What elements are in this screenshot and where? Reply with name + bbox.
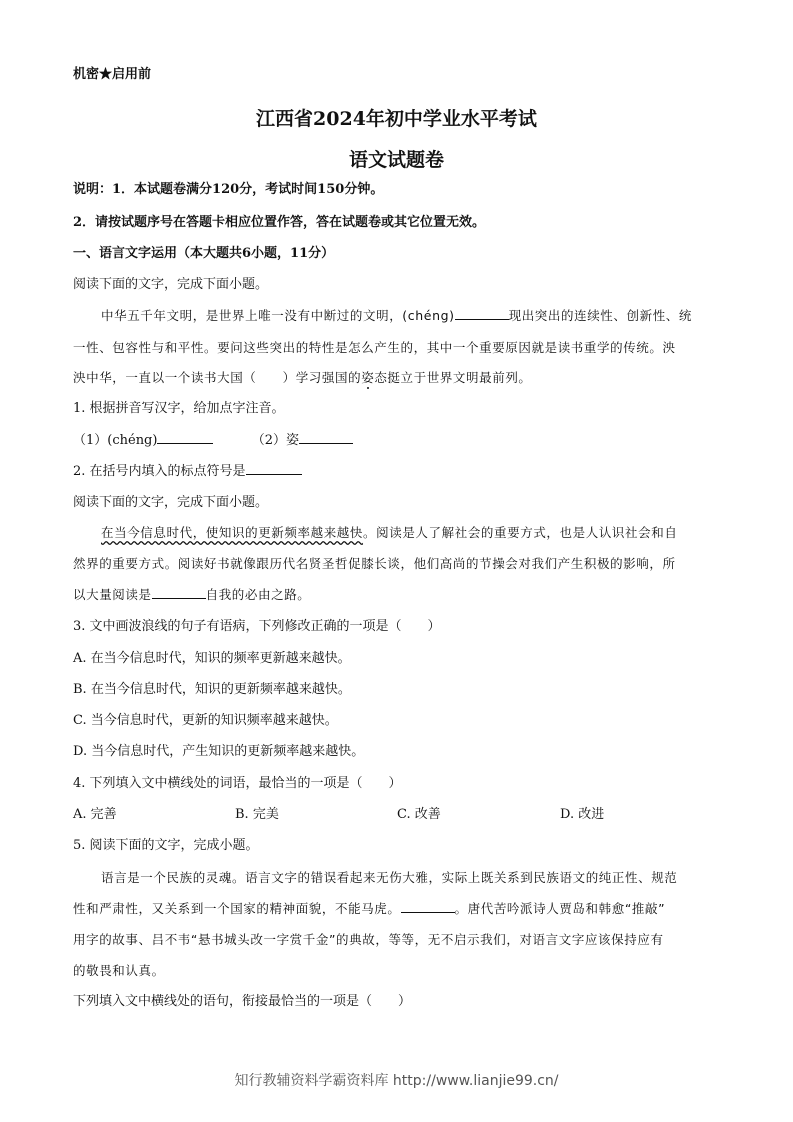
question-1: 1. 根据拼音写汉字，给加点字注音。 — [73, 401, 285, 416]
note-2: 2．请按试题序号在答题卡相应位置作答，答在试题卷或其它位置无效。 — [73, 215, 486, 230]
passage-2-line-1 — [101, 524, 677, 542]
reading-intro-1: 阅读下面的文字，完成下面小题。 — [73, 277, 269, 292]
q2-text: 2. 在括号内填入的标点符号是 — [73, 464, 246, 479]
q1-part-2-blank[interactable] — [299, 431, 353, 444]
passage-3-line-4: 的敬畏和认真。 — [73, 963, 165, 978]
passage-text: 中华五千年文明，是世界上唯一没有中断过的文明，(chéng) — [101, 308, 455, 323]
answer-blank — [152, 586, 206, 599]
note-1: 说明：1．本试题卷满分120分，考试时间150分钟。 — [73, 182, 384, 197]
q2-blank[interactable] — [246, 462, 302, 475]
question-5: 5. 阅读下面的文字，完成小题。 — [73, 838, 259, 853]
q3-option-b[interactable]: B. 在当今信息时代，知识的更新频率越来越快。 — [73, 682, 351, 697]
question-3: 3. 文中画波浪线的句子有语病，下列修改正确的一项是（ ） — [73, 619, 441, 634]
passage-1-line-3 — [73, 369, 532, 387]
passage-text: 以大量阅读是 — [73, 587, 152, 602]
q4-option-c[interactable]: C. 改善 — [397, 807, 441, 822]
question-4: 4. 下列填入文中横线处的词语，最恰当的一项是（ ） — [73, 776, 402, 791]
q3-option-a[interactable]: A. 在当今信息时代，知识的频率更新越来越快。 — [73, 651, 351, 666]
wavy-underlined-sentence: 在当今信息时代，使知识的更新频率越来越快 — [101, 525, 364, 540]
passage-text: 。阅读是人了解社会的重要方式，也是人认识社会和自 — [363, 525, 678, 540]
passage-text: 自我的必由之路。 — [205, 587, 311, 602]
passage-text: 。唐代苦吟派诗人贾岛和韩愈“推敲” — [454, 901, 666, 916]
secret-label: 机密★启用前 — [73, 67, 152, 82]
q3-option-c[interactable]: C. 当今信息时代，更新的知识频率越来越快。 — [73, 713, 338, 728]
q1-part-2-label: （2）姿 — [251, 433, 300, 448]
passage-3-line-2 — [73, 900, 665, 918]
answer-blank — [455, 307, 509, 320]
passage-3-line-1: 语言是一个民族的灵魂。语言文字的错误看起来无伤大雅，实际上既关系到民族语文的纯正性、规范 — [101, 870, 678, 885]
passage-text: 现出突出的连续性、创新性、统 — [508, 308, 693, 323]
passage-3-line-3: 用字的故事、吕不韦“悬书城头改一字赏千金”的典故，等等，无不启示我们，对语言文字应该保持应有 — [73, 932, 664, 947]
reading-intro-2: 阅读下面的文字，完成下面小题。 — [73, 495, 269, 510]
q1-part-1-label: （1）(chéng) — [73, 433, 158, 448]
passage-text: 态挺立于世界文明最前列。 — [374, 370, 532, 385]
answer-blank — [401, 900, 455, 913]
q4-option-b[interactable]: B. 完美 — [235, 807, 279, 822]
exam-title: 江西省2024年初中学业水平考试 — [256, 108, 537, 130]
q4-option-d[interactable]: D. 改进 — [560, 807, 605, 822]
exam-subtitle: 语文试题卷 — [348, 149, 444, 171]
passage-1-line-2: 一性、包容性与和平性。要问这些突出的特性是怎么产生的，其中一个重要原因就是读书重学的传统。泱 — [73, 340, 676, 355]
q1-part-1-blank[interactable] — [157, 431, 213, 444]
passage-2-line-2: 然界的重要方式。阅读好书就像跟历代名贤圣哲促膝长谈，他们高尚的节操会对我们产生积极的影响，所 — [73, 556, 676, 571]
question-2 — [73, 462, 302, 481]
dotted-character: 姿 — [361, 370, 375, 385]
q4-option-a[interactable]: A. 完善 — [73, 807, 117, 822]
q4-options — [73, 806, 673, 824]
q3-option-d[interactable]: D. 当今信息时代，产生知识的更新频率越来越快。 — [73, 744, 365, 759]
footer-watermark: 知行教辅资料学霸资料库 http://www.lianjie99.cn/ — [234, 1073, 559, 1089]
passage-text: 性和严肃性，又关系到一个国家的精神面貌，不能马虎。 — [73, 901, 401, 916]
passage-1-line-1 — [101, 307, 692, 325]
passage-2-line-3 — [73, 586, 310, 604]
question-5-prompt: 下列填入文中横线处的语句，衔接最恰当的一项是（ ） — [73, 994, 412, 1009]
section-heading: 一、语言文字运用（本大题共6小题，11分） — [73, 246, 335, 261]
question-1-answers — [73, 431, 353, 450]
passage-text: 泱中华，一直以一个读书大国（ ）学习强国的 — [73, 370, 362, 385]
